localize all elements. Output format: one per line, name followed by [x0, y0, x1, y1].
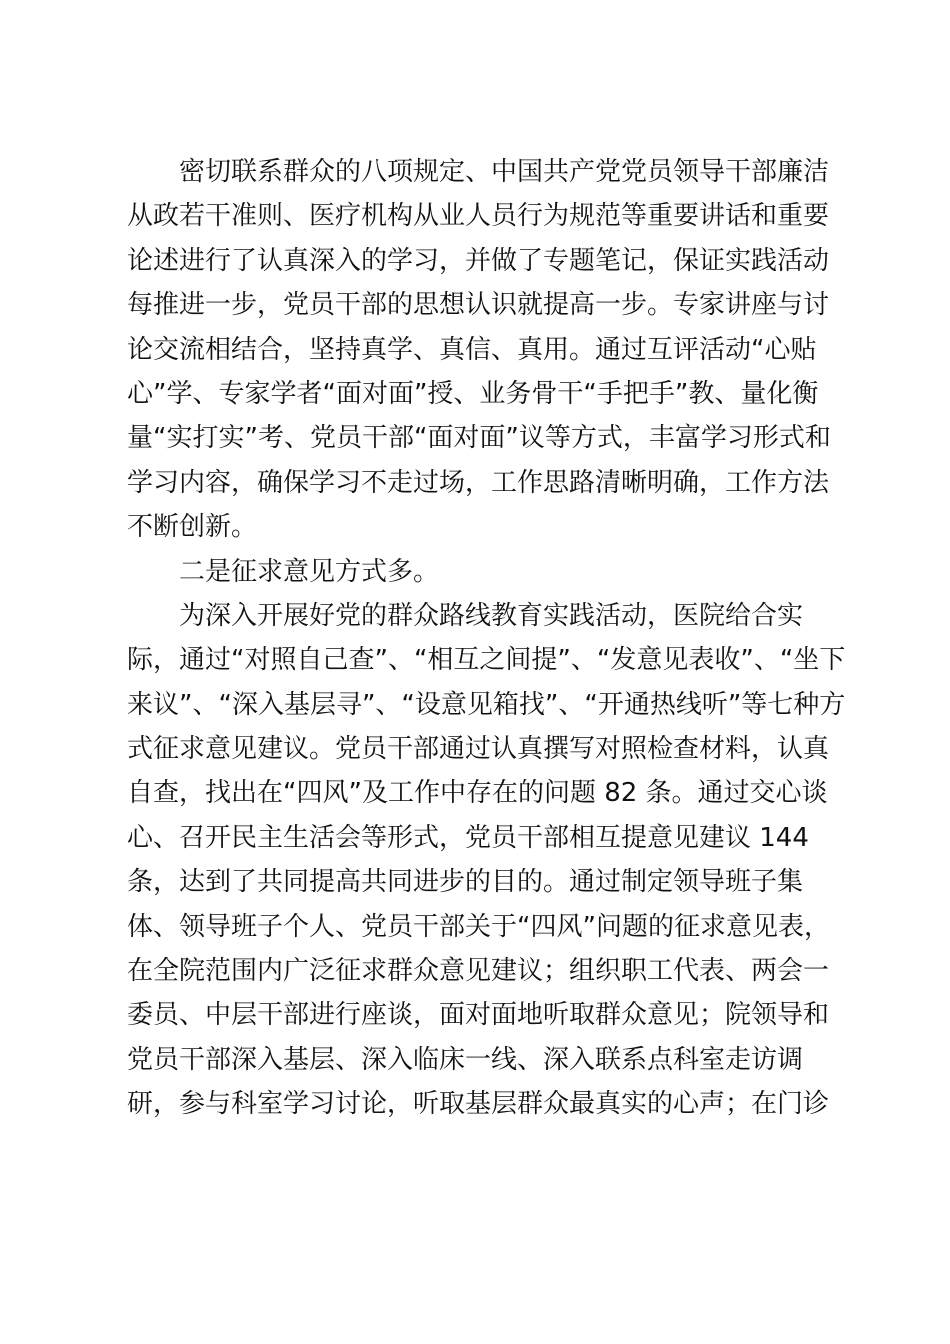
text-line: 论述进行了认真深入的学习，并做了专题笔记，保证实践活动: [127, 245, 830, 276]
document-body: [127, 150, 846, 1127]
text-line: 自查，找出在“四风”及工作中存在的问题 82 条。通过交心谈: [127, 778, 828, 809]
text-line: 在全院范围内广泛征求群众意见建议；组织职工代表、两会一: [127, 956, 830, 987]
text-line: 密切联系群众的八项规定、中国共产党党员领导干部廉洁: [179, 157, 830, 187]
text-line: 际，通过“对照自己查”、“相互之间提”、“发意见表收”、“坐下: [127, 645, 846, 676]
text-line: 条，达到了共同提高共同进步的目的。通过制定领导班子集: [127, 867, 804, 898]
text-line: 心”学、专家学者“面对面”授、业务骨干“手把手”教、量化衡: [127, 378, 819, 409]
text-line: 研，参与科室学习讨论，听取基层群众最真实的心声；在门诊: [127, 1089, 830, 1120]
text-line: 量“实打实”考、党员干部“面对面”议等方式，丰富学习形式和: [127, 423, 831, 454]
text-line: 从政若干准则、医疗机构从业人员行为规范等重要讲话和重要: [127, 201, 830, 232]
text-line: 每推进一步，党员干部的思想认识就提高一步。专家讲座与讨: [127, 290, 830, 321]
text-line: 来议”、“深入基层寻”、“设意见箱找”、“开通热线听”等七种方: [127, 689, 846, 720]
text-line: 二是征求意见方式多。: [179, 556, 440, 587]
text-line: 学习内容，确保学习不走过场，工作思路清晰明确，工作方法: [127, 467, 830, 498]
text-line: 为深入开展好党的群众路线教育实践活动，医院给合实: [179, 600, 804, 631]
text-line: 心、召开民主生活会等形式，党员干部相互提意见建议 144: [127, 822, 809, 853]
text-line: 体、领导班子个人、党员干部关于“四风”问题的征求意见表，: [127, 911, 830, 942]
text-line: 不断创新。: [127, 512, 258, 543]
text-line: 式征求意见建议。党员干部通过认真撰写对照检查材料，认真: [127, 734, 830, 765]
text-line: 党员干部深入基层、深入临床一线、深入联系点科室走访调: [127, 1044, 804, 1075]
text-line: 论交流相结合，坚持真学、真信、真用。通过互评活动“心贴: [127, 334, 817, 365]
text-line: 委员、中层干部进行座谈，面对面地听取群众意见；院领导和: [127, 1000, 830, 1031]
